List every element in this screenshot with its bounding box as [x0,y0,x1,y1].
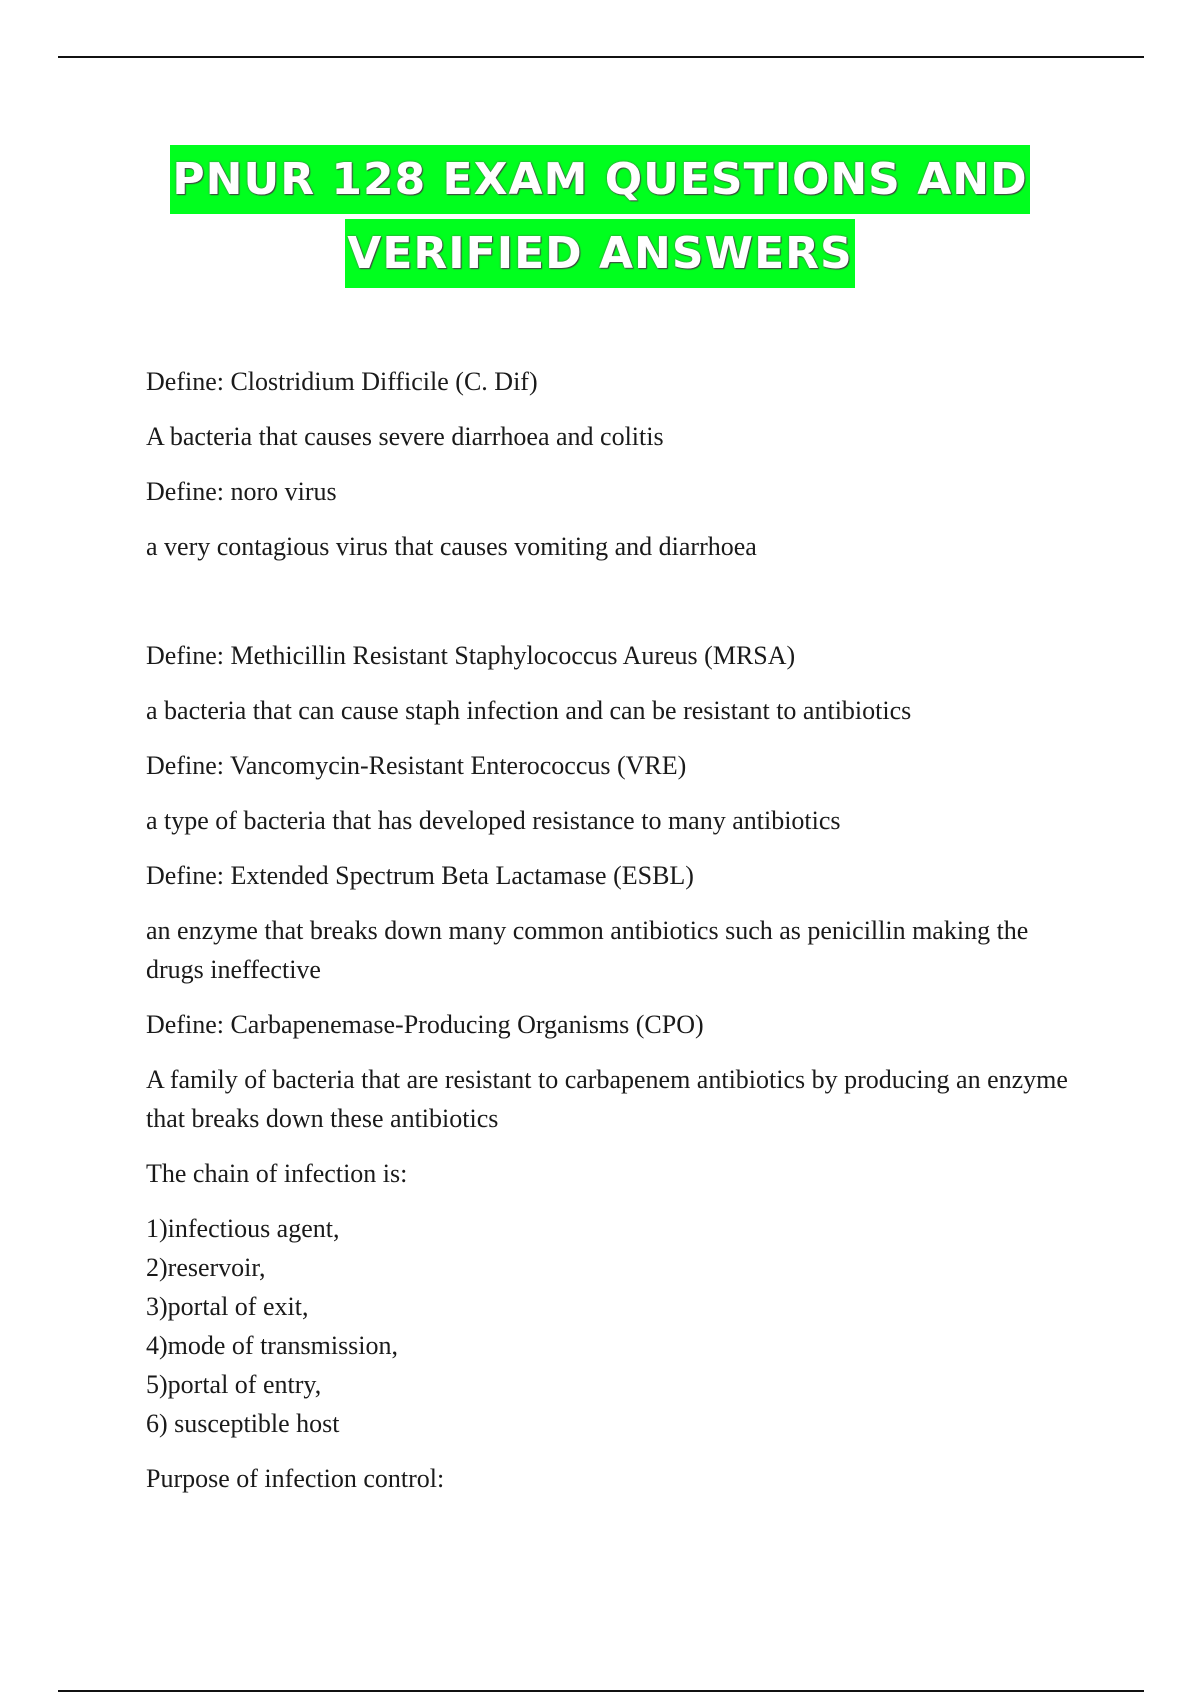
question-text: Purpose of infection control: [146,1464,445,1493]
list-item: 2)reservoir, [146,1253,266,1282]
question-text: Define: Methicillin Resistant Staphylococcus Aureus (MRSA) [146,641,796,670]
list-item: 3)portal of exit, [146,1292,309,1321]
answer-text: a type of bacteria that has developed resistance to many antibiotics [146,806,841,835]
question-text: Define: Extended Spectrum Beta Lactamase (ESBL) [146,861,694,890]
document-title [0,145,1200,288]
question-text: Define: Carbapenemase-Producing Organisms (CPO) [146,1010,704,1039]
question-text: Define: noro virus [146,477,337,506]
answer-text: an enzyme that breaks down many common antibiotics such as penicillin making the drugs ineffective [146,916,1029,984]
question-text: Define: Vancomycin-Resistant Enterococcus (VRE) [146,751,687,780]
list-item: 5)portal of entry, [146,1370,322,1399]
answer-text: a bacteria that can cause staph infection and can be resistant to antibiotics [146,696,912,725]
question-text: The chain of infection is: [146,1159,408,1188]
title-line-2: VERIFIED ANSWERS [345,219,854,288]
spacer [146,582,1086,636]
answer-text: A bacteria that causes severe diarrhoea and colitis [146,422,664,451]
answer-text: a very contagious virus that causes vomiting and diarrhoea [146,532,757,561]
answer-text: A family of bacteria that are resistant to carbapenem antibiotics by producing an enzyme that breaks down these antibiotics [146,1065,1068,1133]
bottom-rule [58,1690,1144,1692]
question-text: Define: Clostridium Difficile (C. Dif) [146,367,538,396]
top-rule [58,56,1144,58]
title-line-1: PNUR 128 EXAM QUESTIONS AND [170,145,1029,214]
document-body [146,362,1086,1514]
list-item: 4)mode of transmission, [146,1331,399,1360]
list-item: 1)infectious agent, [146,1214,340,1243]
list-item: 6) susceptible host [146,1409,340,1438]
chain-of-infection-list [146,1209,1086,1443]
